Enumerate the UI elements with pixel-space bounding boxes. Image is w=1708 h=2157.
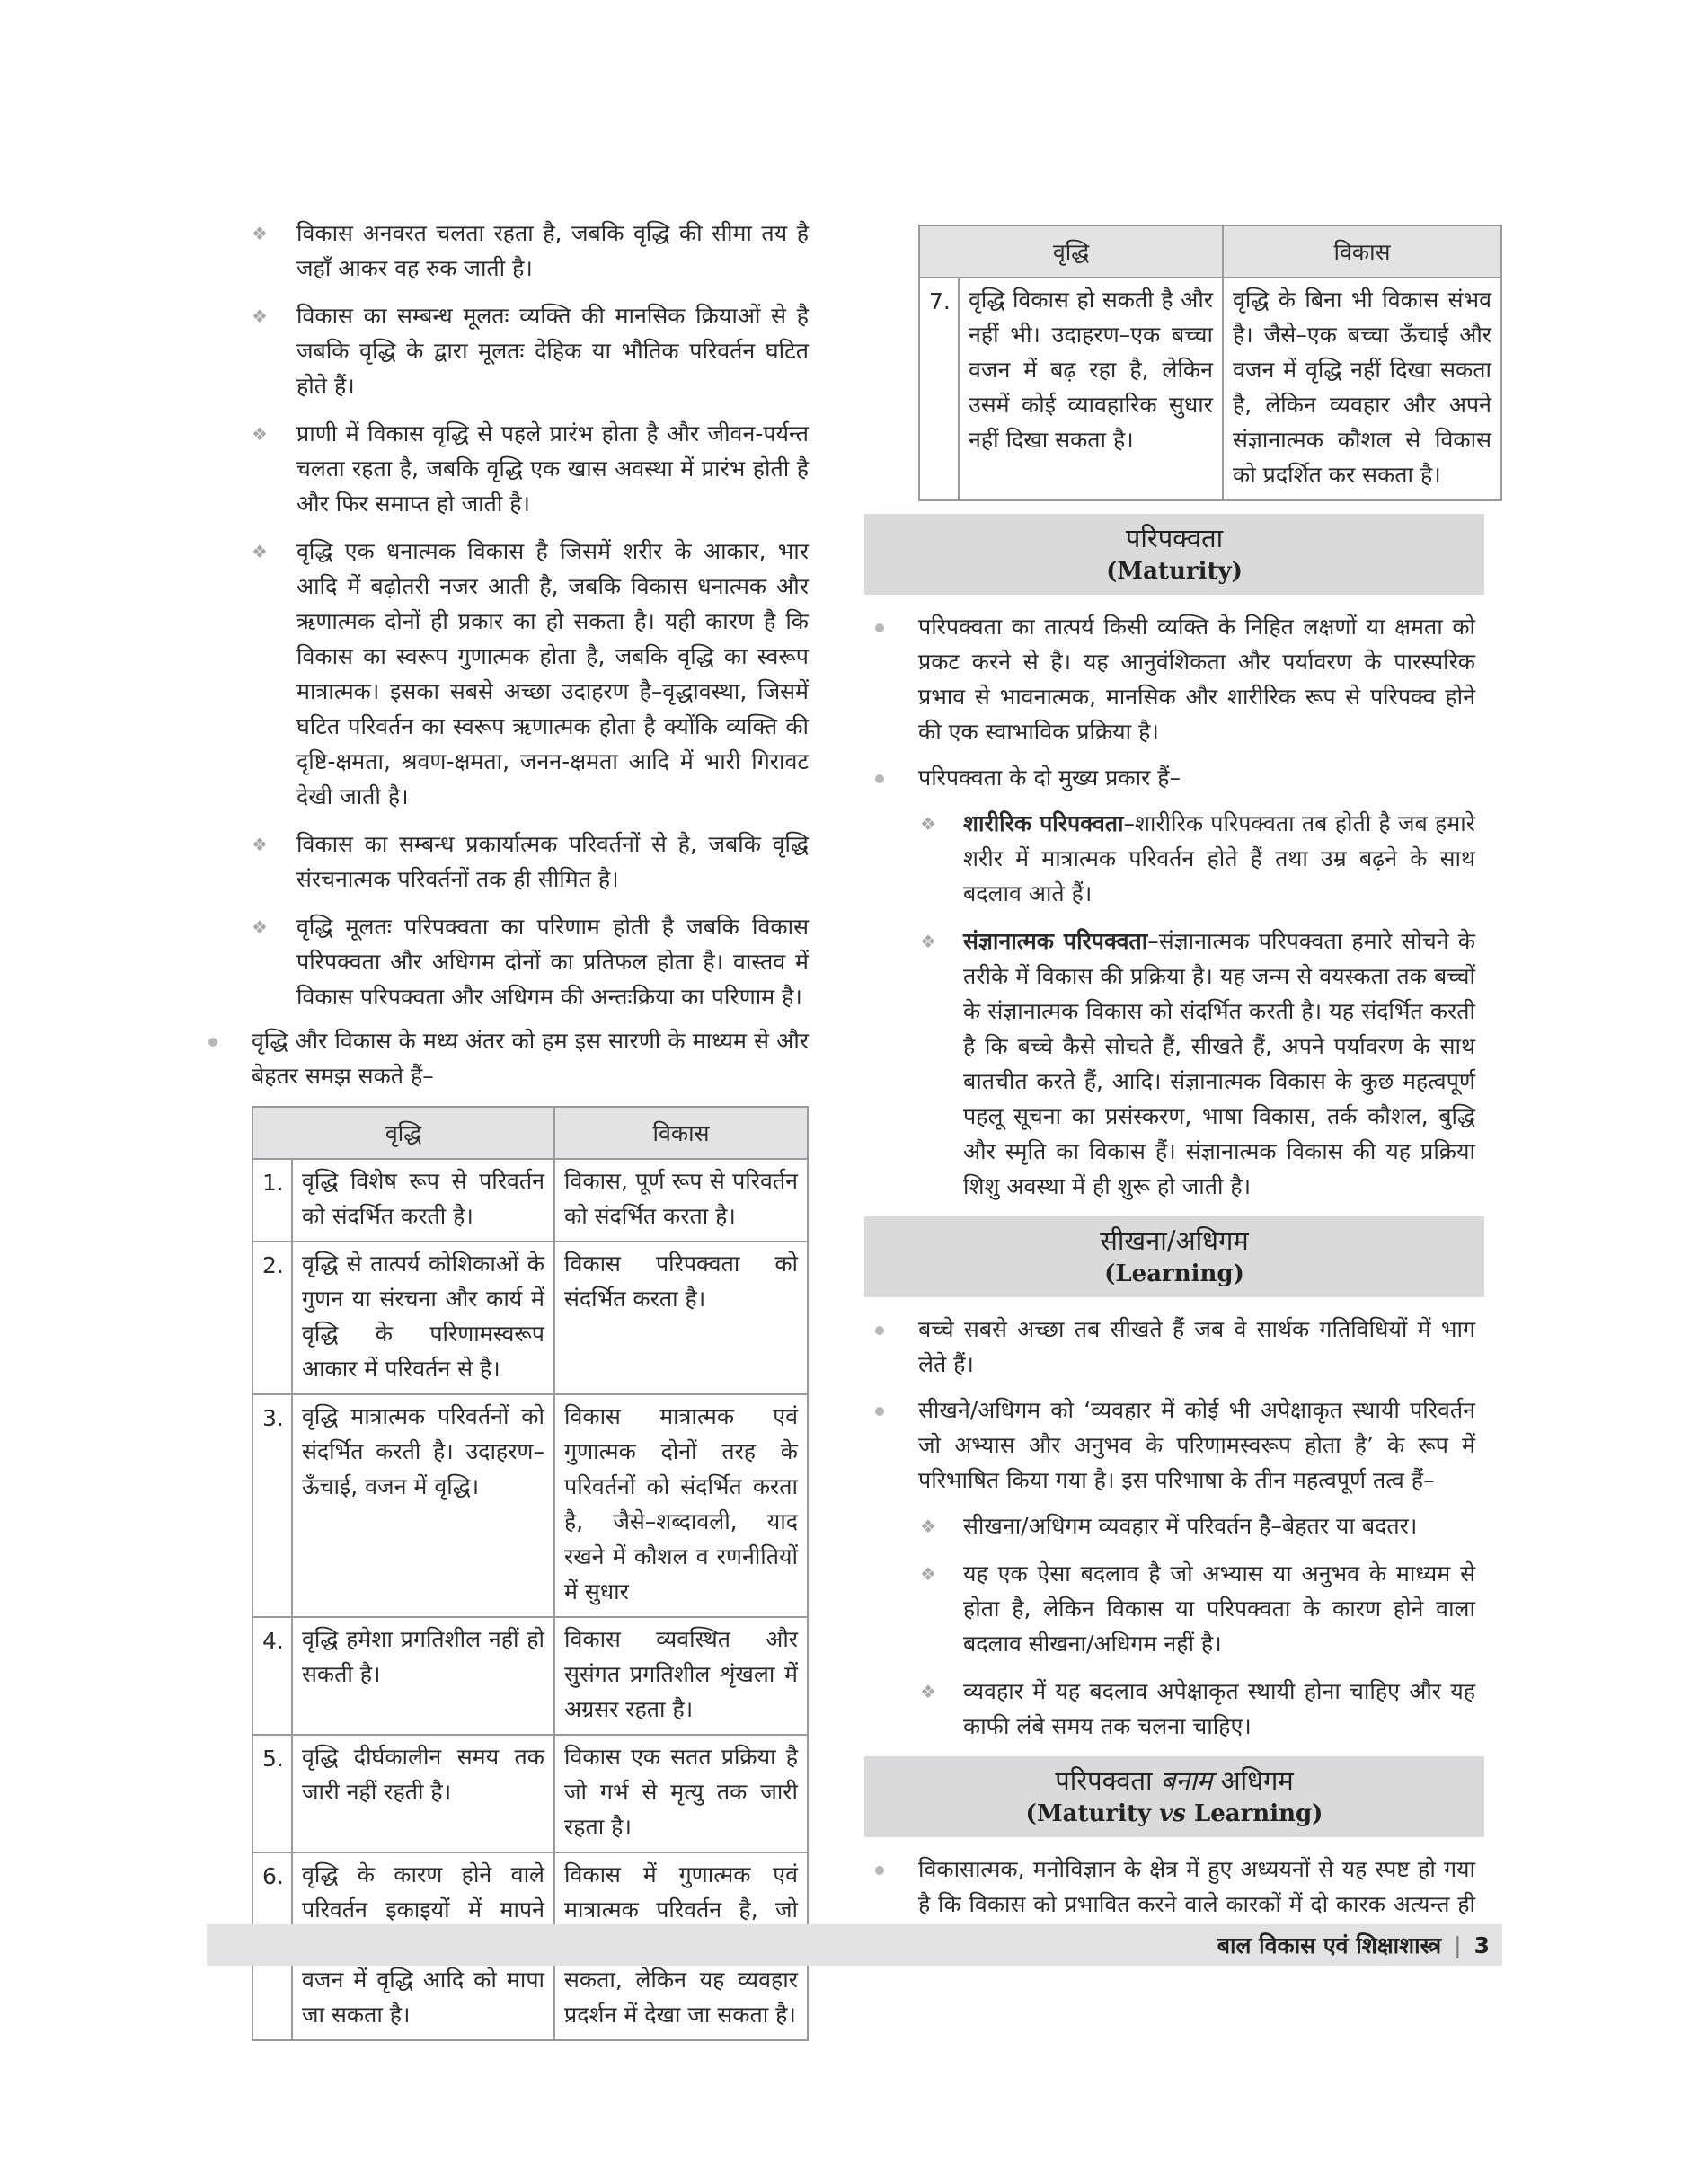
list-item: परिपक्वता का तात्पर्य किसी व्यक्ति के निहित लक्षणों या क्षमता को प्रकट करने से है। यह आनुवंशिकता और पर्यावरण के पारस्परिक प्रभाव से भावनात्मक, मानसिक और शारीरिक रूप से परिपक्व होने की एक स्वाभाविक प्रक्रिया है। — [873, 609, 1475, 749]
row-number: 4. — [252, 1617, 292, 1735]
growth-cell: वृद्धि विकास हो सकती है और नहीं भी। उदाहरण–एक बच्चा वजन में बढ़ रहा है, लेकिन उसमें कोई व्यावहारिक सुधार नहीं दिखा सकता है। — [959, 278, 1223, 500]
section-title-hindi: परिपक्वता — [1125, 523, 1224, 553]
row-number: 7. — [919, 278, 959, 500]
list-item: ❖ विकास का सम्बन्ध मूलतः व्यक्ति की मानसिक क्रियाओं से है जबकि वृद्धि के द्वारा मूलतः देहिक या भौतिक परिवर्तन घटित होते हैं। — [207, 298, 809, 403]
table-row — [252, 1735, 808, 1852]
list-item: ❖ यह एक ऐसा बदलाव है जो अभ्यास या अनुभव के माध्यम से होता है, लेकिन विकास या परिपक्वता के कारण होने वाला बदलाव सीखना/अधिगम नहीं है। — [873, 1556, 1475, 1661]
list-item: ❖ विकास अनवरत चलता रहता है, जबकि वृद्धि की सीमा तय है जहाँ आकर वह रुक जाती है। — [207, 216, 809, 286]
learning-list — [873, 1312, 1475, 1498]
growth-cell: वृद्धि हमेशा प्रगतिशील नहीं हो सकती है। — [292, 1617, 554, 1735]
diamond-bullet-icon: ❖ — [252, 223, 268, 244]
column-header-development: विकास — [1223, 225, 1501, 278]
page-footer — [207, 1924, 1502, 1966]
list-item: वृद्धि और विकास के मध्य अंतर को हम इस सारणी के माध्यम से और बेहतर समझ सकते हैं– — [207, 1023, 809, 1093]
row-number: 1. — [252, 1159, 292, 1242]
row-number: 2. — [252, 1242, 292, 1394]
list-item: सीखने/अधिगम को ‘व्यवहार में कोई भी अपेक्षाकृत स्थायी परिवर्तन जो अभ्यास और अनुभव के परिणामस्वरूप होता है’ के रूप में परिभाषित किया गया है। इस परिभाषा के तीन महत्वपूर्ण तत्व हैं– — [873, 1392, 1475, 1498]
table-row — [919, 278, 1501, 500]
growth-cell: वृद्धि मात्रात्मक परिवर्तनों को संदर्भित करती है। उदाहरण– ऊँचाई, वजन में वृद्धि। — [292, 1394, 554, 1617]
development-cell: विकास परिपक्वता को संदर्भित करता है। — [554, 1242, 808, 1394]
list-item: ❖ वृद्धि एक धनात्मक विकास है जिसमें शरीर के आकार, भार आदि में बढ़ोतरी नजर आती है, जबकि विकास धनात्मक और ऋणात्मक दोनों ही प्रकार का हो सकता है। यही कारण है कि विकास का स्वरूप गुणात्मक होता है, जबकि वृद्धि का स्वरूप मात्रात्मक। इसका सबसे अच्छा उदाहरण है–वृद्धावस्था, जिसमें घटित परिवर्तन का स्वरूप ऋणात्मक होता है क्योंकि व्यक्ति की दृष्टि-क्षमता, श्रवण-क्षमता, जनन-क्षमता आदि में भारी गिरावट देखी जाती है। — [207, 534, 809, 814]
list-item: ❖ वृद्धि मूलतः परिपक्वता का परिणाम होती है जबकि विकास परिपक्वता और अधिगम दोनों का प्रतिफल होता है। वास्तव में विकास परिपक्वता और अधिगम की अन्तःक्रिया का परिणाम है। — [207, 909, 809, 1014]
dot-bullet-icon — [875, 1407, 884, 1416]
section-title-english: (Maturity vs Learning) — [1025, 1800, 1323, 1827]
table-row — [252, 1394, 808, 1617]
diamond-bullet-icon: ❖ — [920, 1681, 936, 1702]
row-number: 3. — [252, 1394, 292, 1617]
growth-cell: वृद्धि के कारण होने वाले परिवर्तन इकाइयों में मापने वजन में वृद्धि आदि को मापा जा सकता है। — [292, 1852, 554, 2040]
row-number: 6. — [252, 1852, 292, 2040]
table-intro — [207, 1023, 809, 1093]
term-cognitive-maturity: संज्ञानात्मक परिपक्वता — [963, 928, 1148, 954]
development-cell: विकास, पूर्ण रूप से परिवर्तन को संदर्भित करता है। — [554, 1159, 808, 1242]
comparison-table — [252, 1106, 809, 2041]
list-item: परिपक्वता के दो मुख्य प्रकार हैं– — [873, 760, 1475, 795]
page-number: 3 — [1473, 1932, 1490, 1958]
dot-bullet-icon — [875, 774, 884, 783]
list-item: ❖ प्राणी में विकास वृद्धि से पहले प्रारंभ होता है और जीवन-पर्यन्त चलता रहता है, जबकि वृद्धि एक खास अवस्था में प्रारंभ होती है और फिर समाप्त हो जाती है। — [207, 416, 809, 521]
maturity-types-list — [873, 806, 1475, 1204]
footer-separator: | — [1454, 1932, 1462, 1958]
list-item: ❖ व्यवहार में यह बदलाव अपेक्षाकृत स्थायी होना चाहिए और यह काफी लंबे समय तक चलना चाहिए। — [873, 1674, 1475, 1744]
dot-bullet-icon — [875, 1866, 884, 1875]
diamond-bullet-icon: ❖ — [252, 305, 268, 327]
development-cell: विकास व्यवस्थित और सुसंगत प्रगतिशील शृंखला में अग्रसर रहता है। — [554, 1617, 808, 1735]
section-heading-learning — [864, 1216, 1484, 1297]
section-heading-maturity — [864, 514, 1484, 595]
dot-bullet-icon — [208, 1038, 217, 1047]
term-physical-maturity: शारीरिक परिपक्वता — [963, 810, 1124, 836]
list-item: विकासात्मक, मनोविज्ञान के क्षेत्र में हुए अध्ययनों से यह स्पष्ट हो गया है कि विकास को प्रभावित करने वाले कारकों में दो कारक अत्यन्त ही — [873, 1852, 1475, 1957]
learning-elements-list — [873, 1508, 1475, 1744]
row-number: 5. — [252, 1735, 292, 1852]
development-cell: वृद्धि के बिना भी विकास संभव है। जैसे–एक बच्चा ऊँचाई और वजन में वृद्धि नहीं दिखा सकता है, लेकिन व्यवहार और अपने संज्ञानात्मक कौशल से विकास को प्रदर्शित कर सकता है। — [1223, 278, 1501, 500]
development-cell: विकास मात्रात्मक एवं गुणात्मक दोनों तरह के परिवर्तनों को संदर्भित करता है, जैसे–शब्दावली, याद रखने में कौशल व रणनीतियों में सुधार — [554, 1394, 808, 1617]
growth-cell: वृद्धि विशेष रूप से परिवर्तन को संदर्भित करती है। — [292, 1159, 554, 1242]
diamond-bullet-icon: ❖ — [252, 834, 268, 855]
diamond-bullet-icon: ❖ — [252, 541, 268, 562]
section-title-hindi: परिपक्वता बनाम अधिगम — [1055, 1765, 1294, 1796]
section-title-hindi: सीखना/अधिगम — [1100, 1225, 1249, 1256]
left-column — [207, 216, 809, 2041]
comparison-table-continued — [918, 225, 1502, 501]
section-title-english: (Maturity) — [1106, 558, 1243, 585]
diamond-bullet-icon: ❖ — [920, 813, 936, 835]
diamond-bullet-icon: ❖ — [252, 916, 268, 938]
book-title: बाल विकास एवं शिक्षाशास्त्र — [1217, 1932, 1442, 1958]
table-row — [252, 1242, 808, 1394]
development-cell: विकास में गुणात्मक एवं मात्रात्मक परिवर्तन है, जो सकता, लेकिन यह व्यवहार प्रदर्शन में देखा जा सकता है। — [554, 1852, 808, 2040]
diamond-bullet-icon: ❖ — [252, 423, 268, 445]
dot-bullet-icon — [875, 1326, 884, 1335]
table-header-row — [919, 225, 1501, 278]
dot-bullet-icon — [875, 623, 884, 632]
growth-cell: वृद्धि दीर्घकालीन समय तक जारी नहीं रहती है। — [292, 1735, 554, 1852]
diamond-bullet-icon: ❖ — [920, 1516, 936, 1537]
section-title-english: (Learning) — [1104, 1260, 1244, 1287]
right-column — [873, 216, 1491, 1967]
column-header-growth: वृद्धि — [252, 1107, 554, 1159]
growth-cell: वृद्धि से तात्पर्य कोशिकाओं के गुणन या संरचना और कार्य में वृद्धि के परिणामस्वरूप आकार में परिवर्तन से है। — [292, 1242, 554, 1394]
table-header-row — [252, 1107, 808, 1159]
growth-development-differences — [207, 216, 809, 1014]
development-cell: विकास एक सतत प्रक्रिया है जो गर्भ से मृत्यु तक जारी रहता है। — [554, 1735, 808, 1852]
table-row — [252, 1159, 808, 1242]
column-header-development: विकास — [554, 1107, 808, 1159]
diamond-bullet-icon: ❖ — [920, 1563, 936, 1585]
list-item: ❖ सीखना/अधिगम व्यवहार में परिवर्तन है–बेहतर या बदतर। — [873, 1508, 1475, 1543]
list-item: बच्चे सबसे अच्छा तब सीखते हैं जब वे सार्थक गतिविधियों में भाग लेते हैं। — [873, 1312, 1475, 1382]
list-item: ❖ विकास का सम्बन्ध प्रकार्यात्मक परिवर्तनों से है, जबकि वृद्धि संरचनात्मक परिवर्तनों तक ही सीमित है। — [207, 827, 809, 897]
list-item: ❖ संज्ञानात्मक परिपक्वता–संज्ञानात्मक परिपक्वता हमारे सोचने के तरीके में विकास की प्रक्रिया है। यह जन्म से वयस्कता तक बच्चों के संज्ञानात्मक विकास को संदर्भित करती है। यह संदर्भित करती है कि बच्चे कैसे सोचते हैं, सीखते हैं, अपने पर्यावरण के साथ बातचीत करते हैं, आदि। संज्ञानात्मक विकास के कुछ महत्वपूर्ण पहलू सूचना का प्रसंस्करण, भाषा विकास, तर्क कौशल, बुद्धि और स्मृति का विकास हैं। संज्ञानात्मक विकास की यह प्रक्रिया शिशु अवस्था में ही शुरू हो जाती है। — [873, 924, 1475, 1204]
list-item: ❖ शारीरिक परिपक्वता–शारीरिक परिपक्वता तब होती है जब हमारे शरीर में मात्रात्मक परिवर्तन होते हैं तथा उम्र बढ़ने के साथ बदलाव आते हैं। — [873, 806, 1475, 911]
footer-text — [1217, 1930, 1490, 1960]
table-row — [252, 1617, 808, 1735]
section-heading-maturity-vs-learning — [864, 1756, 1484, 1837]
maturity-list — [873, 609, 1475, 795]
column-header-growth: वृद्धि — [919, 225, 1223, 278]
diamond-bullet-icon: ❖ — [920, 931, 936, 952]
